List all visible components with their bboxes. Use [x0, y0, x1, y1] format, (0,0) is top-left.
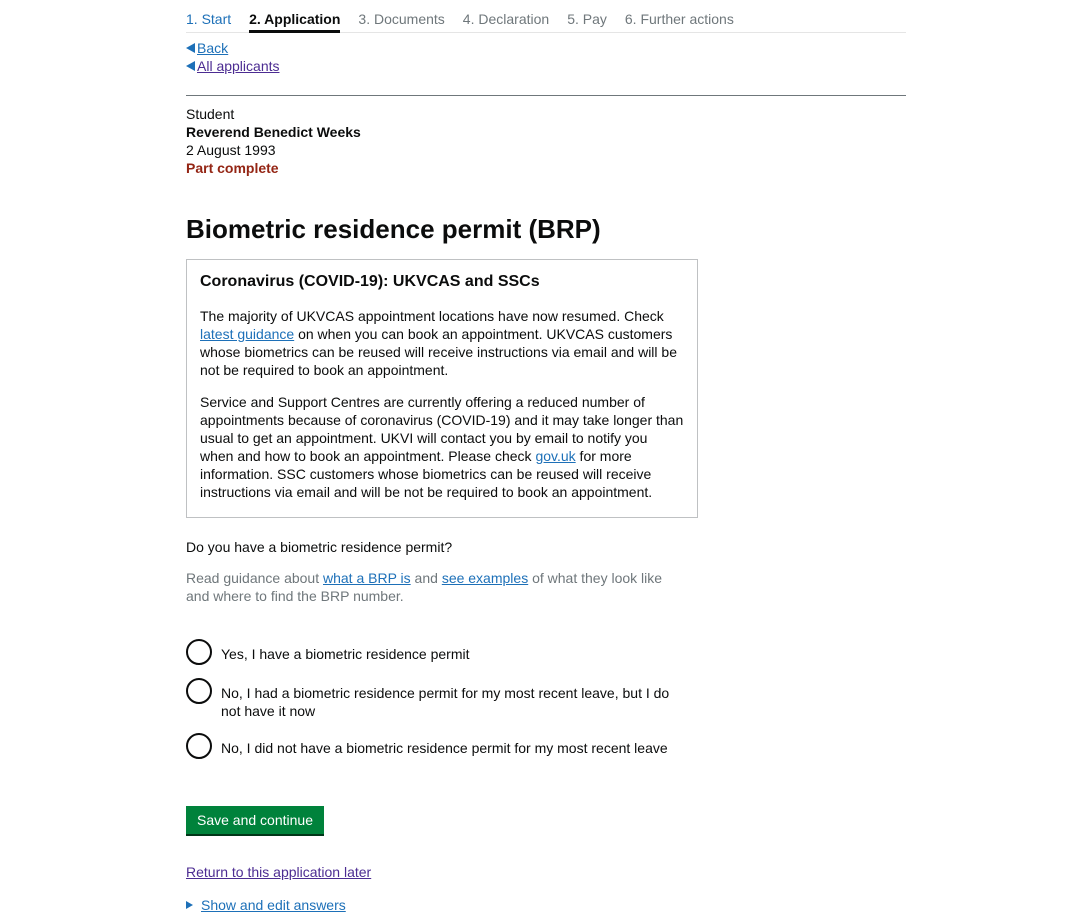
step-further-actions: 6. Further actions — [624, 11, 734, 27]
all-applicants-link[interactable] — [186, 57, 906, 75]
applicant-type: Student — [186, 106, 235, 122]
return-later-link[interactable]: Return to this application later — [186, 864, 372, 880]
notice-paragraph-2 — [200, 393, 684, 501]
save-and-continue-button[interactable]: Save and continue — [186, 806, 324, 834]
notice-p2-text-a: Service and Support Centres are currently offering a reduced number of appointments because of coronavirus (COVID-19) and it may take longer than usual to get an appointment. UKVI will contact you by email to notify you when and how to book an appointment. Please check — [200, 394, 684, 464]
back-link[interactable] — [186, 39, 906, 57]
triangle-left-icon — [186, 43, 195, 53]
hint-text-c: of what they look like and where to find the BRP number. — [186, 570, 663, 604]
progress-steps — [186, 0, 906, 33]
triangle-left-icon — [186, 61, 195, 71]
step-application: 2. Application — [249, 11, 340, 33]
radio-button[interactable] — [186, 639, 212, 665]
application-status: Part complete — [186, 160, 279, 176]
see-examples-link[interactable]: see examples — [441, 570, 529, 586]
applicant-dob: 2 August 1993 — [186, 142, 276, 158]
triangle-right-icon — [186, 901, 193, 909]
covid-notice — [186, 259, 698, 518]
radio-button[interactable] — [186, 733, 212, 759]
page — [186, 0, 906, 914]
radio-button[interactable] — [186, 678, 212, 704]
gov-uk-link[interactable]: gov.uk — [535, 448, 576, 464]
applicant-name: Reverend Benedict Weeks — [186, 124, 361, 140]
step-pay: 5. Pay — [567, 11, 607, 27]
radio-option-yes[interactable] — [186, 639, 906, 665]
hint-text-a: Read guidance about — [186, 570, 323, 586]
what-a-brp-is-link[interactable]: what a BRP is — [323, 570, 411, 586]
back-links — [186, 39, 906, 96]
notice-paragraph-1 — [200, 307, 684, 379]
brp-radio-group — [186, 639, 906, 759]
back-link-text: Back — [197, 40, 229, 56]
all-applicants-link-text: All applicants — [197, 58, 280, 74]
brp-question: Do you have a biometric residence permit? — [186, 539, 453, 555]
radio-label: No, I had a biometric residence permit for my most recent leave, but I do not have it now — [221, 685, 670, 719]
latest-guidance-link[interactable]: latest guidance — [200, 326, 295, 342]
step-documents: 3. Documents — [358, 11, 445, 27]
radio-label: Yes, I have a biometric residence permit — [221, 646, 470, 662]
applicant-summary — [186, 105, 906, 177]
notice-p2-text-b: for more information. SSC customers whose biometrics can be reused will receive instructions via email and will be not be required to book an appointment. — [200, 448, 653, 500]
notice-p1-text-a: The majority of UKVCAS appointment locations have now resumed. Check — [200, 308, 664, 324]
hint-text-b: and — [410, 570, 442, 586]
radio-option-no-had[interactable] — [186, 678, 906, 720]
radio-label: No, I did not have a biometric residence permit for my most recent leave — [221, 740, 668, 756]
radio-option-no-did-not[interactable] — [186, 733, 906, 759]
notice-p1-text-b: on when you can book an appointment. UKVCAS customers whose biometrics can be reused will receive instructions via email and will be not be required to book an appointment. — [200, 326, 677, 378]
step-start[interactable]: 1. Start — [186, 11, 232, 27]
show-answers-toggle[interactable] — [186, 896, 906, 914]
page-title: Biometric residence permit (BRP) — [186, 214, 601, 244]
notice-title: Coronavirus (COVID-19): UKVCAS and SSCs — [200, 273, 540, 290]
step-declaration: 4. Declaration — [462, 11, 550, 27]
show-answers-link[interactable]: Show and edit answers — [201, 897, 346, 913]
brp-hint — [186, 569, 686, 605]
